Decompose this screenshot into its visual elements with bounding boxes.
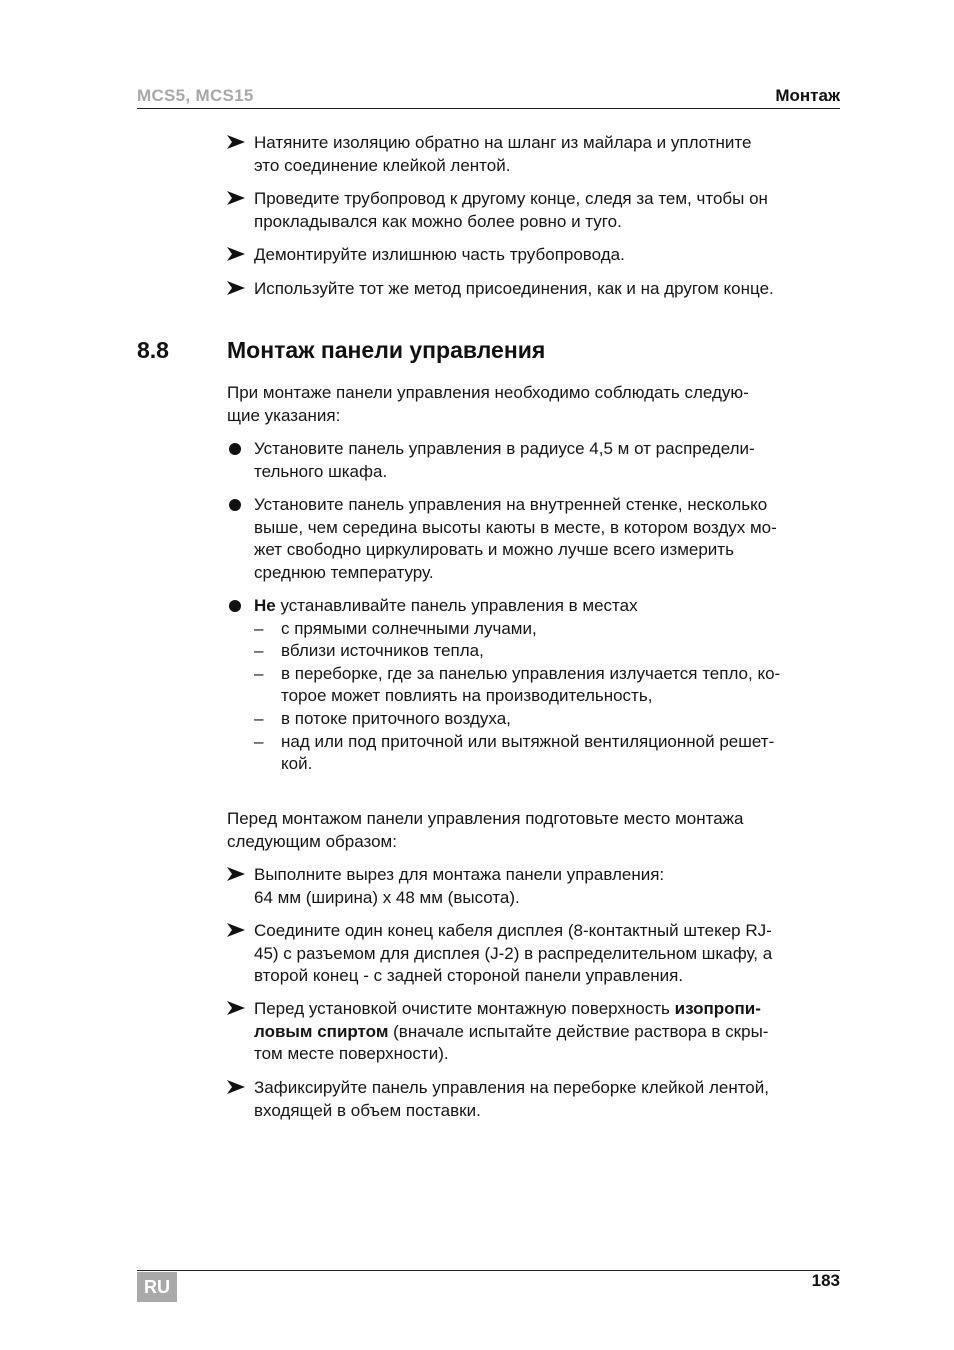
document-model: MCS5, MCS15 [137,86,254,105]
step-text-line: Соедините один конец кабеля дисплея (8-контактный штекер RJ- [254,921,772,940]
step-text-line: Демонтируйте излишнюю часть трубопровода. [254,245,625,264]
step-text-line: Выполните вырез для монтажа панели управления: [254,865,665,884]
bullet-icon [227,595,251,612]
step-text-line: 64 мм (ширина) x 48 мм (высота). [254,887,520,907]
bullet-item [227,438,842,484]
step-text-line [254,998,842,1021]
emphasis-text: изопропи- [674,999,761,1018]
intro-paragraph [227,382,842,427]
arrow-icon [227,920,251,937]
paragraph-line: При монтаже панели управления необходимо соблюдать следую- [227,383,749,402]
step-text-line: Используйте тот же метод присоединения, как и на другом конце. [254,279,774,298]
dash-text-line: над или под приточной или вытяжной вентиляционной решет- [281,731,775,751]
step-text-line: Натяните изоляцию обратно на шланг из майлара и уплотните [254,133,752,152]
dash-item [254,731,842,777]
dash-text-line: в переборке, где за панелью управления излучается тепло, ко- [281,663,781,683]
dash-item [254,663,842,709]
paragraph-line: щие указания: [227,405,341,425]
bullet-item [227,595,842,775]
dash-marker: – [254,663,264,683]
step-item [227,244,842,267]
dash-text-line: торое может повлиять на производительность, [281,686,653,706]
footer-rule [137,1270,840,1271]
bullet-icon [227,494,251,511]
bullet-text: устанавливайте панель управления в местах [275,596,638,615]
step-text-line: второй конец - с задней стороной панели управления. [254,966,684,986]
emphasis-text: ловым спиртом [254,1021,389,1041]
chapter-title: Монтаж [775,86,840,105]
step-text-line: Проведите трубопровод к другому конце, следя за тем, чтобы он [254,189,768,208]
dash-text-line: в потоке приточного воздуха, [281,709,511,728]
dash-text-line: вблизи источников тепла, [281,641,484,661]
step-item [227,1077,842,1123]
step-text-line: 45) с разъемом для дисплея (J-2) в распределительном шкафу, а [254,943,773,963]
step-item [227,188,842,234]
arrow-icon [227,864,251,881]
arrow-icon [227,188,251,205]
language-badge: RU [137,1272,177,1302]
arrow-icon [227,278,251,295]
bullet-item [227,494,842,585]
dash-marker: – [254,641,264,661]
arrow-icon [227,1077,251,1094]
paragraph-line: следующим образом: [227,831,397,851]
arrow-icon [227,244,251,261]
page-number: 183 [811,1271,840,1290]
section-title: Монтаж панели управления [227,337,546,363]
step-item [227,132,842,178]
paragraph-line: Перед монтажом панели управления подготовьте место монтажа [227,809,744,828]
step-text: (вначале испытайте действие раствора в скры- [388,1021,769,1041]
section-number: 8.8 [137,337,169,363]
bullet-text-line: тельного шкафа. [254,461,388,481]
step-text-line: прокладывался как можно более ровно и туго. [254,211,622,231]
arrow-icon [227,998,251,1015]
bullet-icon [227,438,251,455]
bullet-text-line: жет свободно циркулировать и можно лучше всего измерить [254,540,734,560]
dash-marker: – [254,709,264,728]
bullet-text-line: выше, чем середина высоты каюты в месте, в котором воздух мо- [254,517,777,537]
arrow-icon [227,132,251,149]
step-item [227,920,842,989]
step-text-line: это соединение клейкой лентой. [254,155,511,175]
dash-marker: – [254,731,264,751]
dash-text-line: кой. [281,754,313,774]
dash-item [254,618,842,641]
dash-marker: – [254,618,264,638]
step-text-line: входящей в объем поставки. [254,1100,481,1120]
bullet-text-line: Установите панель управления на внутренней стенке, несколько [254,495,768,514]
prep-paragraph [227,808,842,853]
bullet-text-line [254,595,842,618]
bullet-text-line: Установите панель управления в радиусе 4,5 м от распредели- [254,439,755,458]
step-text: Перед установкой очистите монтажную поверхность [254,999,675,1018]
step-text-line: Зафиксируйте панель управления на переборке клейкой лентой, [254,1078,769,1097]
step-item [227,998,842,1067]
header-rule [137,108,840,109]
step-item [227,864,842,910]
dash-item [254,640,842,663]
dash-text-line: с прямыми солнечными лучами, [281,618,537,638]
step-item [227,278,842,301]
bullet-text-line: среднюю температуру. [254,562,434,582]
dash-item [254,708,842,731]
emphasis-not: Не [254,596,276,615]
step-text-line: том месте поверхности). [254,1044,449,1064]
step-text-line [254,1021,842,1044]
